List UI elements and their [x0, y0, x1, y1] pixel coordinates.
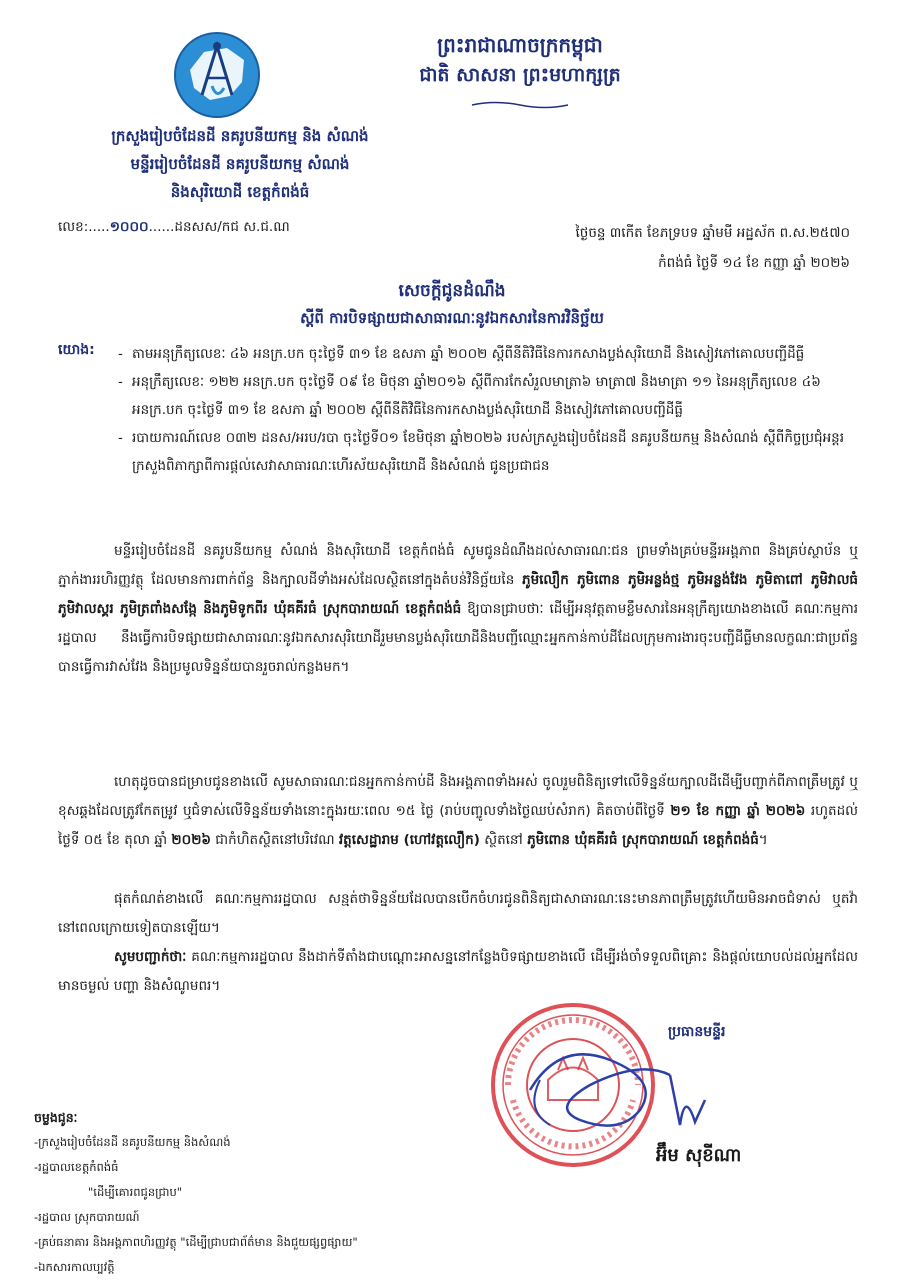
p1-text-a: មន្ទីររៀបចំដែនដី នគរូបនីយកម្ម សំណង់ និងសុរិយោដី ខេត្តកំពង់ធំ សូមជូនដំណឹងដល់សាធារណៈជន ព្រមទាំងគ្រប់មន្ទីរអង្គភាព និងគ្រប់ស្ថាប័ន ឬភ្នាក់ងាររហិរញ្ញវត្ថុ ដែលមានការពាក់ព័ន្ធ និងក្បាលដីទាំងអស់ដែលស្ថិតនៅក្នុងតំបន់វិនិច្ឆ័យនៃ: [58, 543, 858, 588]
ministry-line: ក្រសួងរៀបចំដែនដី នគរូបនីយកម្ម និង សំណង់: [111, 127, 369, 145]
cc-item: -ក្រសួងរៀបចំដែនដី នគរូបនីយកម្ម និងសំណង់: [34, 1135, 231, 1149]
signer-title: ប្រធានមន្ទីរ: [668, 1024, 726, 1040]
body-paragraph-1: [58, 537, 858, 682]
p2-end: ។: [758, 832, 768, 848]
cc-item: -រដ្ឋបាលខេត្តកំពង់ធំ: [34, 1160, 119, 1174]
p4-lead: សូមបញ្ជាក់ថាៈ: [114, 949, 187, 965]
reference-value: ១០០០: [109, 219, 149, 235]
cc-item: -ឯកសារកាលប្បវត្តិ: [34, 1260, 115, 1274]
kingdom-header: [330, 30, 710, 90]
reference-label: លេខ:.....: [58, 219, 110, 235]
lunar-date: ថ្ងៃចន្ទ ៣កើត ខែភទ្របទ ឆ្នាំមមី អដ្ឋស័ក ព.ស.២៥៧០: [575, 225, 850, 241]
p2-venue: វត្តសេដ្ឋារាម (ហៅវត្តលឿក): [338, 832, 480, 848]
document-title: សេចក្តីជូនដំណឹង: [398, 281, 506, 301]
divider-ornament: [470, 100, 570, 110]
p2-location: ភូមិពោន ឃុំគគីរធំ ស្រុកបារាយណ៍ ខេត្តកំពង់ធំ: [527, 832, 759, 848]
copy-to-list: [34, 1105, 358, 1280]
references-label: យោង:: [58, 342, 95, 358]
ministry-line: និងសុរិយោដី ខេត្តកំពង់ធំ: [170, 183, 310, 201]
body-paragraph-3: ផុតកំណត់ខាងលើ គណៈកម្មការរដ្ឋបាល សន្មត់ថាទិន្នន័យដែលបានបើកចំហរជូនពិនិត្យជាសាធារណៈនេះមានភាពត្រឹមត្រូវហើយមិនអាចជំទាស់ ឬតវ៉ានៅពេលក្រោយទៀតបានឡើយ។: [58, 891, 858, 936]
national-motto: ជាតិ សាសនា ព្រះមហាក្សត្រ: [419, 64, 621, 86]
p4-text: គណៈកម្មការរដ្ឋបាល នឹងដាក់ទីតាំងជាបណ្តោះអាសន្ននៅកន្លែងបិទផ្សាយខាងលើ ដើម្បីរង់ចាំទទួលពិគ្រោះ និងផ្តល់យោបល់ដល់អ្នកដែលមានចម្ងល់ បញ្ហា និងសំណូមពរ។: [58, 949, 858, 994]
reference-suffix: ......ដនសស/កជ ស.ជ.ណ: [148, 219, 290, 235]
document-heading: [0, 278, 904, 332]
p1-villages: ភូមិលឿក ភូមិពោន ភូមិអន្លង់ថ្ម ភូមិអន្លង់វែង ភូមិតាពៅ ភូមិវាលធំ ភូមិវាលស្គរ ភូមិត្រពាំងសង្កែ និងភូមិទូកពីរ ឃុំគគីរធំ ស្រុកបារាយណ៍ ខេត្តកំពង់ធំ: [58, 572, 858, 617]
cc-item-note: "ដើម្បីគោរពជូនជ្រាប": [88, 1185, 183, 1199]
p2-text-b: ជាកំហិតស្ថិតនៅបរិវេណ: [210, 832, 339, 848]
ministry-line: មន្ទីររៀបចំដែនដី នគរូបនីយកម្ម សំណង់: [130, 155, 350, 173]
cc-title: ចម្លងជូនៈ: [34, 1110, 78, 1125]
reference-item: - របាយការណ៍លេខ ០៣២ ដនស/អរប/របា ចុះថ្ងៃទី០១ ខែមិថុនា ឆ្នាំ២០២៦ របស់ក្រសួងរៀបចំដែនដី នគរូបនីយកម្ម និងសំណង់ ស្តីពីកិច្ចប្រជុំអន្តរក្រសួងពិភាក្សាពីការផ្តល់សេវាសាធារណៈហើរស័យសុរិយោដី និងសំណង់ ជូនប្រជាជន: [118, 424, 858, 480]
p2-text-a: ហេតុដូចបានជម្រាបជូនខាងលើ សូមសាធារណៈជនអ្នកកាន់កាប់ដី និងអង្គភាពទាំងអស់ ចូលរួមពិនិត្យទៅលើទិន្នន័យក្បាលដីដើម្បីបញ្ជាក់ពីភាពត្រឹមត្រូវ ឬខុសឆ្គងដែលត្រូវកែតម្រូវ ឬជំទាស់លើទិន្នន័យទាំងនោះក្នុងរយៈពេល ១៥ ថ្ងៃ (រាប់បញ្ចូលទាំងថ្ងៃឈប់សំរាក) គិតចាប់ពីថ្ងៃទី: [58, 774, 858, 819]
signature-scribble: [520, 1030, 740, 1140]
cc-item: -រដ្ឋបាល ស្រុកបារាយណ៍: [34, 1210, 140, 1224]
reference-item: - តាមអនុក្រឹត្យលេខៈ ៤៦ អនក្រ.បក ចុះថ្ងៃទី ៣១ ខែ ឧសភា ឆ្នាំ ២០០២ ស្តីពីនីតិវិធីនៃការកសាងប្លង់សុរិយោដី និងសៀវភៅគោលបញ្ជីដីធ្លី: [118, 340, 858, 368]
references-list: [118, 340, 858, 480]
ministry-logo: [172, 30, 262, 120]
p2-text-c: ស្ថិតនៅ: [479, 832, 528, 848]
date-block: [520, 218, 850, 278]
kingdom-title: ព្រះរាជាណាចក្រកម្ពុជា: [437, 33, 603, 57]
cc-item: -គ្រប់ធនាគារ និងអង្គភាពហិរញ្ញវត្ថុ "ដើម្បីជ្រាបជាព័ត៌មាន និងជួយផ្សព្វផ្សាយ": [34, 1235, 358, 1249]
reference-item: - អនុក្រឹត្យលេខៈ ១២២ អនក្រ.បក ចុះថ្ងៃទី ០៩ ខែ មិថុនា ឆ្នាំ២០១៦ ស្តីពីការកែសំរួលមាត្រា៦ មាត្រា៧ និងមាត្រា ១១ នៃអនុក្រឹត្យលេខ ៤៦ អនក្រ.បក ចុះថ្ងៃទី ៣១ ខែ ឧសភា ឆ្នាំ ២០០២ ស្តីពីនីតិវិធីនៃការកសាងប្លង់សុរិយោដី និងសៀវភៅគោលបញ្ជីដីធ្លី: [118, 368, 858, 424]
document-subject: ស្តីពី ការបិទផ្សាយជាសាធារណៈនូវឯកសារនៃការវិនិច្ឆ័យ: [300, 309, 604, 327]
body-paragraph-2: [58, 768, 858, 855]
solar-date: កំពង់ធំ ថ្ងៃទី ១៤ ខែ កញ្ញា ឆ្នាំ ២០២៦: [658, 255, 850, 271]
p2-end-year: ២០២៦: [171, 832, 211, 848]
p2-text-mid: រហូតដល់ថ្ងៃទី ០៥ ខែ តុលា ឆ្នាំ: [58, 803, 858, 848]
p2-start-date: ២១ ខែ កញ្ញា ឆ្នាំ ២០២៦: [670, 803, 806, 819]
p1-text-b: ឱ្យបានជ្រាបថាៈ ដើម្បីអនុវត្តតាមខ្លឹមសារនៃអនុក្រឹត្យយោងខាងលើ គណៈកម្មការរដ្ឋបាល នឹងធ្វើការបិទផ្សាយជាសាធារណៈនូវឯកសារសុរិយោដីរួមមានប្លង់សុរិយោដីនិងបញ្ជីឈ្មោះអ្នកកាន់កាប់ដីដែលក្រុមការងារចុះបញ្ជីដីធ្លីមានលក្ខណៈជាប្រព័ន្ធបានធ្វើការវាស់វែង និងប្រមូលទិន្នន័យបានរួចរាល់កន្លងមក។: [58, 601, 858, 675]
ministry-header: [50, 122, 430, 206]
signer-name: អ៊ឹម សុខីណា: [656, 1145, 742, 1166]
body-paragraph-4: [58, 943, 858, 1001]
reference-number: [58, 218, 290, 238]
